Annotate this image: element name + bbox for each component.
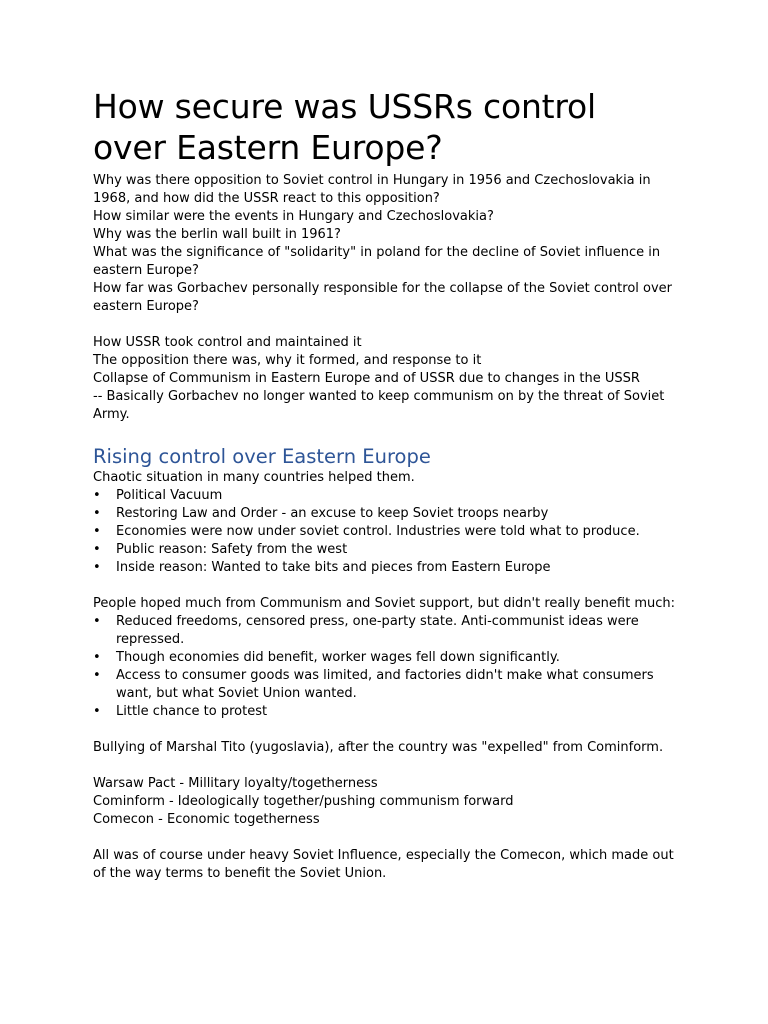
spacer bbox=[93, 829, 683, 847]
list-item bbox=[93, 559, 683, 577]
note-1: How USSR took control and maintained it bbox=[93, 335, 362, 350]
title-line-1: How secure was USSRs control bbox=[93, 87, 597, 126]
bullet-icon: • bbox=[93, 560, 101, 575]
list-item bbox=[93, 613, 683, 649]
note-2: The opposition there was, why it formed, and response to it bbox=[93, 353, 482, 368]
question-2: How similar were the events in Hungary and Czechoslovakia? bbox=[93, 209, 494, 224]
note-4: -- Basically Gorbachev no longer wanted to keep communism on by the threat of Soviet Army. bbox=[93, 389, 665, 422]
bullet-icon: • bbox=[93, 488, 101, 503]
list-item bbox=[93, 667, 683, 703]
org-comecon: Comecon - Economic togetherness bbox=[93, 812, 320, 827]
list-item bbox=[93, 541, 683, 559]
hope-list bbox=[93, 613, 683, 721]
bullet-icon: • bbox=[93, 524, 101, 539]
spacer bbox=[93, 757, 683, 775]
chaotic-intro: Chaotic situation in many countries helped them. bbox=[93, 470, 415, 485]
list-item-text: Public reason: Safety from the west bbox=[116, 542, 348, 557]
list-item bbox=[93, 649, 683, 667]
bullet-icon: • bbox=[93, 542, 101, 557]
chaotic-list bbox=[93, 487, 683, 577]
list-item bbox=[93, 505, 683, 523]
list-item bbox=[93, 487, 683, 505]
list-item-text: Economies were now under soviet control. Industries were told what to produce. bbox=[116, 524, 640, 539]
title-line-2: over Eastern Europe? bbox=[93, 128, 443, 167]
tito-paragraph: Bullying of Marshal Tito (yugoslavia), after the country was "expelled" from Cominform. bbox=[93, 740, 664, 755]
spacer bbox=[93, 316, 683, 334]
org-warsaw-pact: Warsaw Pact - Millitary loyalty/togetherness bbox=[93, 776, 378, 791]
org-cominform: Cominform - Ideologically together/pushing communism forward bbox=[93, 794, 514, 809]
question-4: What was the significance of "solidarity" in poland for the decline of Soviet influence in eastern Europe? bbox=[93, 245, 661, 278]
notes-block bbox=[93, 334, 683, 424]
section-heading: Rising control over Eastern Europe bbox=[93, 445, 431, 468]
bullet-icon: • bbox=[93, 668, 101, 683]
bullet-icon: • bbox=[93, 614, 101, 629]
organizations-block bbox=[93, 775, 683, 829]
list-item-text: Restoring Law and Order - an excuse to keep Soviet troops nearby bbox=[116, 506, 549, 521]
conclusion-paragraph: All was of course under heavy Soviet Influence, especially the Comecon, which made out of the way terms to benefit the Soviet Union. bbox=[93, 848, 674, 881]
bullet-icon: • bbox=[93, 506, 101, 521]
list-item-text: Little chance to protest bbox=[116, 704, 268, 719]
document-title bbox=[93, 86, 683, 168]
list-item-text: Political Vacuum bbox=[116, 488, 223, 503]
question-5: How far was Gorbachev personally responsible for the collapse of the Soviet control over eastern Europe? bbox=[93, 281, 673, 314]
question-1: Why was there opposition to Soviet control in Hungary in 1956 and Czechoslovakia in 1968, and how did the USSR react to this opposition? bbox=[93, 173, 651, 206]
list-item bbox=[93, 703, 683, 721]
bullet-icon: • bbox=[93, 650, 101, 665]
list-item-text: Though economies did benefit, worker wages fell down significantly. bbox=[116, 650, 560, 665]
spacer bbox=[93, 721, 683, 739]
list-item-text: Reduced freedoms, censored press, one-party state. Anti-communist ideas were repressed. bbox=[116, 614, 639, 647]
questions-block bbox=[93, 172, 683, 316]
list-item-text: Inside reason: Wanted to take bits and pieces from Eastern Europe bbox=[116, 560, 551, 575]
list-item bbox=[93, 523, 683, 541]
note-3: Collapse of Communism in Eastern Europe and of USSR due to changes in the USSR bbox=[93, 371, 640, 386]
question-3: Why was the berlin wall built in 1961? bbox=[93, 227, 341, 242]
hope-intro: People hoped much from Communism and Soviet support, but didn't really benefit much: bbox=[93, 596, 676, 611]
spacer bbox=[93, 577, 683, 595]
list-item-text: Access to consumer goods was limited, and factories didn't make what consumers want, but what Soviet Union wanted. bbox=[116, 668, 654, 701]
bullet-icon: • bbox=[93, 704, 101, 719]
document-page bbox=[93, 86, 683, 883]
